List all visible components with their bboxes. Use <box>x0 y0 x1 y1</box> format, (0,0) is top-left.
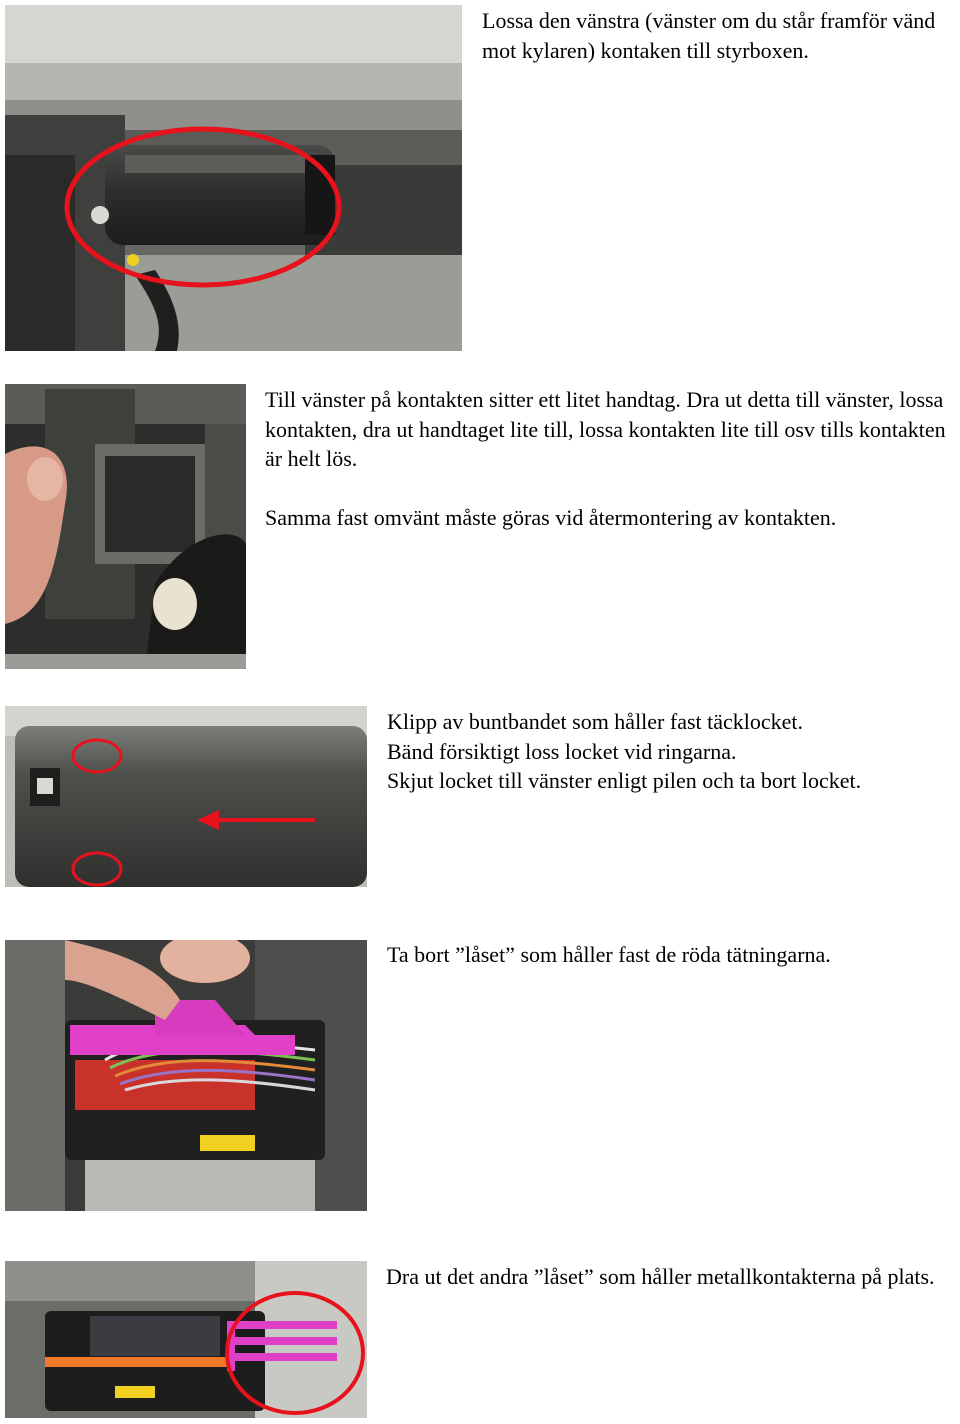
step5-instruction <box>386 1262 958 1292</box>
step2-photo <box>5 384 246 669</box>
step1-instruction <box>482 6 956 65</box>
red-seals <box>75 1060 255 1110</box>
connector-cover <box>15 726 367 887</box>
instruction-paragraph: Till vänster på kontakten sitter ett litet handtag. Dra ut detta till vänster, lossa kontakten, dra ut handtaget lite till, lossa kontakten lite till osv tills kontakten är helt lös. <box>265 387 946 471</box>
instruction-paragraph: Ta bort ”låset” som håller fast de röda tätningarna. <box>387 942 831 967</box>
step3-photo <box>5 706 367 887</box>
step1-photo <box>5 5 462 351</box>
step2-instruction <box>265 385 955 532</box>
step5-photo <box>5 1261 367 1418</box>
instruction-line: Bänd försiktigt loss locket vid ringarna. <box>387 738 737 764</box>
instruction-paragraph: Samma fast omvänt måste göras vid återmontering av kontakten. <box>265 504 837 530</box>
step3-instruction <box>387 707 955 796</box>
instruction-paragraph: Dra ut det andra ”låset” som håller metallkontakterna på plats. <box>386 1264 935 1289</box>
instruction-paragraph: Lossa den vänstra (vänster om du står framför vänd mot kylaren) kontaken till styrboxen. <box>482 8 936 63</box>
step4-photo <box>5 940 367 1211</box>
step4-instruction <box>387 940 955 970</box>
instruction-line: Skjut locket till vänster enligt pilen och ta bort locket. <box>387 768 862 793</box>
instruction-line: Klipp av buntbandet som håller fast täcklocket. <box>387 709 804 734</box>
